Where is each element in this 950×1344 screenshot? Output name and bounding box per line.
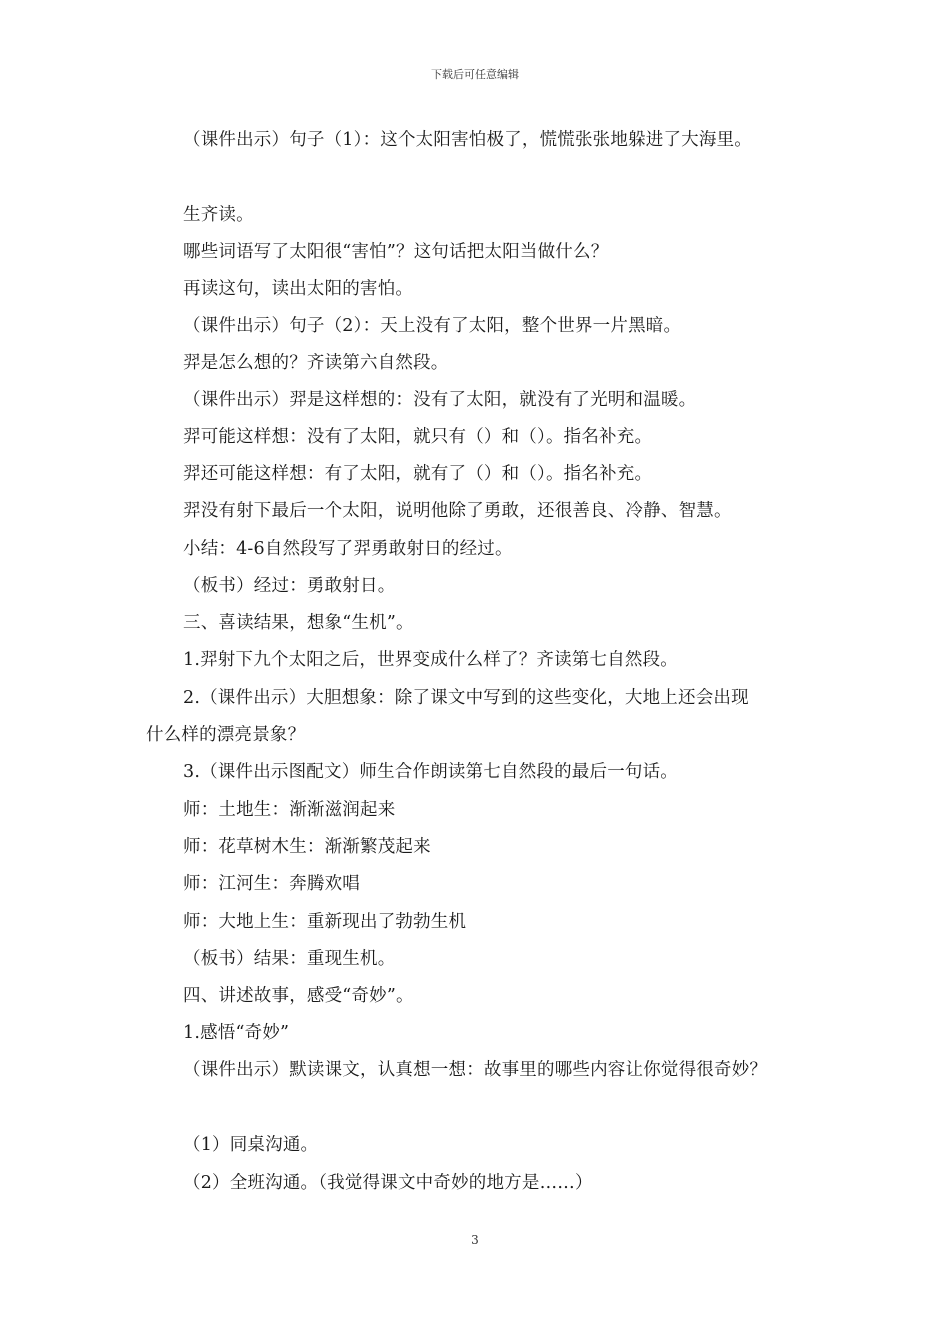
- text-line: （课件出示）句子（2）：天上没有了太阳，整个世界一片黑暗。: [183, 316, 682, 336]
- text-line: 师：花草树木生：渐渐繁茂起来: [183, 837, 431, 857]
- text-line: （课件出示）默读课文，认真想一想：故事里的哪些内容让你觉得很奇妙？: [183, 1060, 768, 1080]
- text-line: 羿可能这样想：没有了太阳，就只有（）和（）。指名补充。: [183, 427, 653, 447]
- text-line: 小结：4-6自然段写了羿勇敢射日的经过。: [183, 539, 513, 559]
- text-line: （课件出示）羿是这样想的：没有了太阳，就没有了光明和温暖。: [183, 390, 697, 410]
- text-line: 羿是怎么想的？齐读第六自然段。: [183, 353, 449, 373]
- text-line: （2）全班沟通。（我觉得课文中奇妙的地方是……）: [183, 1173, 593, 1193]
- text-line: 什么样的漂亮景象？: [146, 725, 306, 745]
- section-heading: 四、讲述故事，感受“奇妙”。: [183, 986, 414, 1006]
- page-header: 下载后可任意编辑: [431, 68, 519, 81]
- text-line: （板书）结果：重现生机。: [183, 949, 396, 969]
- text-line: 1.羿射下九个太阳之后，世界变成什么样了？齐读第七自然段。: [183, 650, 678, 670]
- text-line: 师：江河生：奔腾欢唱: [183, 874, 360, 894]
- text-line: 再读这句，读出太阳的害怕。: [183, 279, 414, 299]
- text-line: （板书）经过：勇敢射日。: [183, 576, 396, 596]
- text-line: 羿没有射下最后一个太阳，说明他除了勇敢，还很善良、冷静、智慧。: [183, 501, 732, 521]
- text-line: 2.（课件出示）大胆想象：除了课文中写到的这些变化，大地上还会出现: [183, 688, 749, 708]
- text-line: （课件出示）句子（1）：这个太阳害怕极了，慌慌张张地躲进了大海里。: [183, 130, 752, 150]
- text-line: 生齐读。: [183, 205, 254, 225]
- text-line: 哪些词语写了太阳很“害怕”？这句话把太阳当做什么？: [183, 242, 609, 262]
- text-line: 师：大地上生：重新现出了勃勃生机: [183, 912, 467, 932]
- text-line: 3.（课件出示图配文）师生合作朗读第七自然段的最后一句话。: [183, 762, 678, 782]
- text-line: 1.感悟“奇妙”: [183, 1023, 290, 1043]
- text-line: （1）同桌沟通。: [183, 1135, 319, 1155]
- page-number: 3: [471, 1233, 479, 1247]
- section-heading: 三、喜读结果，想象“生机”。: [183, 613, 414, 633]
- text-line: 师：土地生：渐渐滋润起来: [183, 800, 396, 820]
- text-line: 羿还可能这样想：有了太阳，就有了（）和（）。指名补充。: [183, 464, 653, 484]
